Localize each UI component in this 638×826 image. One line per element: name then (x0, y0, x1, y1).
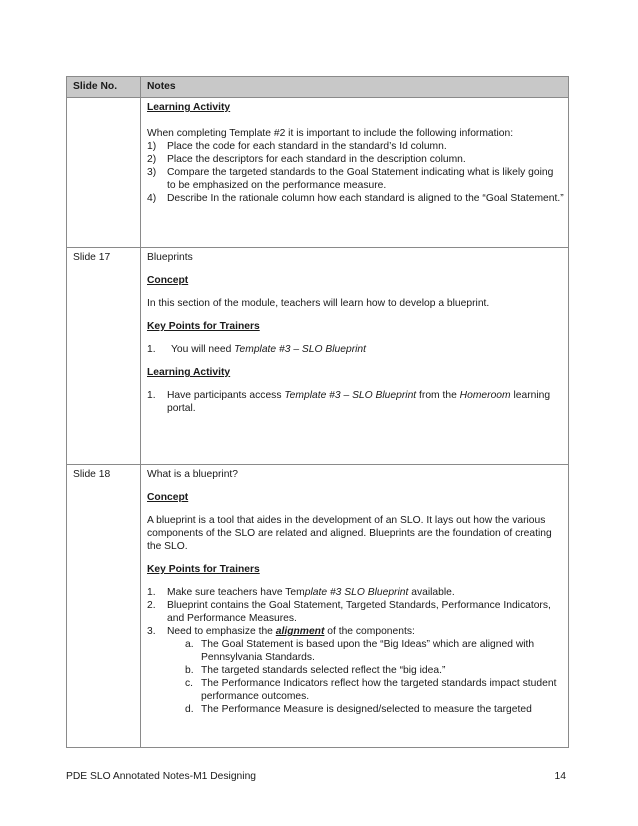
header-slide-no: Slide No. (67, 77, 141, 98)
header-notes: Notes (141, 77, 569, 98)
notes-cell (141, 98, 569, 248)
slide-number (67, 98, 141, 248)
list-item: 3. Need to emphasize the alignment of the components: (147, 626, 415, 637)
footer-doc-title: PDE SLO Annotated Notes-M1 Designing (66, 771, 257, 782)
sub-list-item: b. The targeted standards selected reflect the “big idea.” (185, 665, 446, 676)
concept-text: In this section of the module, teachers will learn how to develop a blueprint. (147, 298, 490, 309)
table-row (67, 248, 569, 465)
key-points-heading: Key Points for Trainers (147, 564, 260, 575)
list-item: 3) Compare the targeted standards to the Goal Statement indicating what is likely going to be emphasized on the performance measure. (147, 167, 554, 191)
list-item: 4) Describe In the rationale column how each standard is aligned to the “Goal Statement.” (147, 193, 564, 204)
slide-number: Slide 18 (67, 465, 141, 748)
list-item: 1. Make sure teachers have Template #3 SLO Blueprint available. (147, 587, 455, 598)
list-item: 2) Place the descriptors for each standard in the description column. (147, 154, 466, 165)
table-row (67, 98, 569, 248)
sub-list-item: d. The Performance Measure is designed/selected to measure the targeted (185, 704, 532, 715)
learning-activity-heading: Learning Activity (147, 102, 231, 113)
slide-number: Slide 17 (67, 248, 141, 465)
sub-list-item: c. The Performance Indicators reflect how the targeted standards impact student performance outcomes. (185, 678, 557, 702)
concept-text: A blueprint is a tool that aides in the development of an SLO. It lays out how the various components of the SLO are related and aligned. Blueprints are the foundation of creating the SLO. (147, 515, 552, 552)
list-item: 2. Blueprint contains the Goal Statement, Targeted Standards, Performance Indicators, and Performance Measures. (147, 600, 551, 624)
list-item: 1. Have participants access Template #3 – SLO Blueprint from the Homeroom learning portal. (147, 390, 551, 414)
concept-heading: Concept (147, 492, 189, 503)
slide-title: What is a blueprint? (147, 469, 239, 480)
notes-cell (141, 248, 569, 465)
page-footer (66, 771, 566, 782)
table-row (67, 465, 569, 748)
concept-heading: Concept (147, 275, 189, 286)
notes-table (66, 76, 569, 748)
key-points-heading: Key Points for Trainers (147, 321, 260, 332)
learning-activity-heading: Learning Activity (147, 367, 231, 378)
table-header-row (67, 77, 569, 98)
page-number: 14 (554, 771, 566, 782)
slide-title: Blueprints (147, 252, 193, 263)
intro-text: When completing Template #2 it is important to include the following information: (147, 128, 514, 139)
notes-cell (141, 465, 569, 748)
list-item: 1. You will need Template #3 – SLO Blueprint (147, 344, 367, 355)
list-item: 1) Place the code for each standard in the standard’s Id column. (147, 141, 447, 152)
sub-list-item: a. The Goal Statement is based upon the “Big Ideas” which are aligned with Pennsylvania Standards. (185, 639, 535, 663)
